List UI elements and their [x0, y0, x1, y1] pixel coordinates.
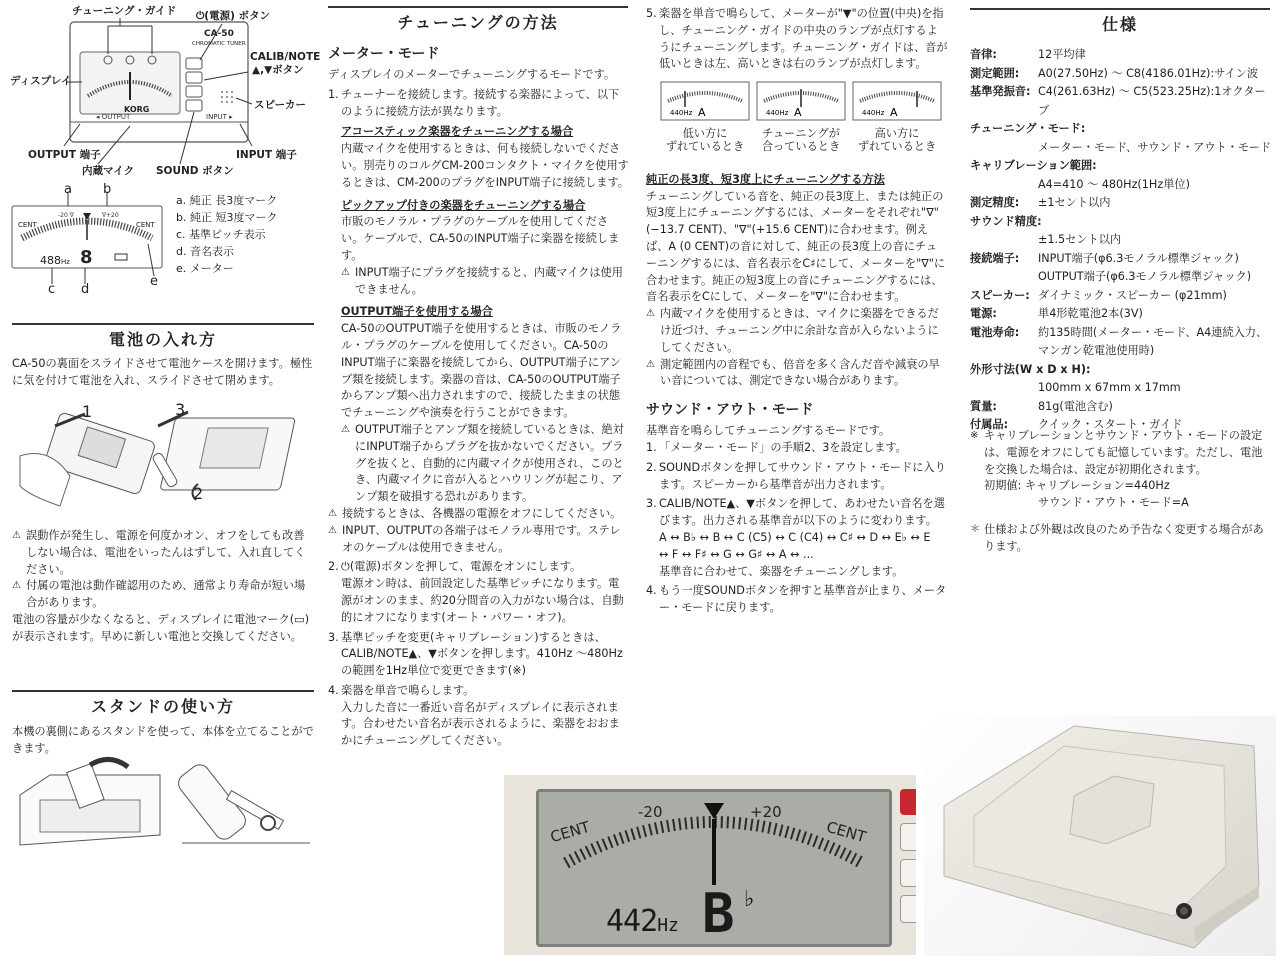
- photo-freq-value: 442: [606, 904, 658, 939]
- lcd-frequency-value: 488: [40, 254, 61, 267]
- photo-cent-right: CENT: [824, 817, 869, 847]
- spec-row: [970, 213, 1272, 232]
- photo-cent-left: CENT: [548, 817, 592, 847]
- warn-power-off: 接続するときは、各機器の電源をオフにしてください。: [342, 506, 622, 520]
- warning-icon: ⚠: [12, 580, 21, 592]
- meter-high-icon: [852, 81, 942, 121]
- meter-mode-heading: メーター・モード: [328, 46, 440, 62]
- svg-text:-20 ∇: -20 ∇: [58, 212, 74, 219]
- lcd-cent-right: CENT: [136, 221, 155, 229]
- spec-row: [970, 194, 1272, 213]
- spec-value: A0(27.50Hz) ～ C8(4186.01Hz):サイン波: [1038, 66, 1259, 80]
- warning-icon: ⚠: [341, 423, 350, 435]
- photo-device-back: [924, 716, 1276, 956]
- tuning-column-2: [646, 6, 948, 620]
- spec-value: ±1.5セント以内: [1038, 233, 1122, 246]
- spec-row: [970, 342, 1272, 361]
- spec-row: [970, 157, 1272, 176]
- stand-text: 本機の裏側にあるスタンドを使って、本体を立てることができます。: [12, 725, 314, 755]
- step-5: 5. 楽器を単音で鳴らして、メーターが"▼"の位置(中央)を指し、チューニング・ガイドの中央のランプが点灯するようにチューニングします。チューニング・ガイドは、音が低いときは左、高いときは右のランプが点灯します。: [646, 7, 948, 71]
- spec-key: 測定範囲:: [970, 66, 1020, 80]
- output-heading: OUTPUT端子を使用する場合: [341, 305, 493, 319]
- svg-text:440Hz: 440Hz: [862, 109, 885, 118]
- power-button: [900, 789, 916, 815]
- svg-text:∇+20: ∇+20: [102, 212, 119, 219]
- svg-text:A: A: [890, 106, 898, 120]
- side-button: [900, 823, 916, 851]
- spec-row: [970, 379, 1272, 398]
- photo-hz: Hz: [657, 915, 679, 936]
- svg-text:INPUT ▸: INPUT ▸: [206, 113, 233, 121]
- spec-key: スピーカー:: [970, 288, 1030, 302]
- note-mark: ＊: [970, 523, 980, 535]
- spec-title: 仕様: [970, 8, 1270, 37]
- pure-note-2: 測定範囲内の音程でも、倍音を多く含んだ音や減衰の早い音については、測定できない場合があります。: [660, 357, 940, 388]
- stand-illustration: [10, 755, 320, 855]
- spec-key: 電池寿命:: [970, 325, 1020, 339]
- warning-icon: ⚠: [646, 308, 655, 320]
- spec-notes: ※ キャリブレーションとサウンド・アウト・モードの設定は、電源をオフにしても記憶しています。ただし、電池を交換した場合は、設定が初期化されます。 初期値: キャリブレーション=440Hz サウンド・アウト・モード=A ＊ 仕様および外観は改良のため予告なく変更する場合があります。: [970, 428, 1272, 556]
- svg-text:440Hz: 440Hz: [670, 109, 693, 118]
- sound-mode-heading: サウンド・アウト・モード: [646, 402, 814, 419]
- side-button: [900, 895, 916, 923]
- step-4: 4. 楽器を単音で鳴らします。 入力した音に一番近い音名がディスプレイに表示されます。合わせたい音名が表示されるように、楽器をおおまかにチューニングしてください。: [328, 683, 620, 748]
- spec-row: [970, 305, 1272, 324]
- warning-icon: ⚠: [328, 524, 337, 536]
- battery-note-1: ⚠ 誤動作が発生し、電源を何度かオン、オフをしても改善しない場合は、電池をいったんはずして、入れ直してください。: [12, 528, 314, 578]
- svg-text:A: A: [794, 106, 802, 120]
- lcd-note-name: 8: [80, 247, 93, 268]
- battery-title: 電池の入れ方: [12, 323, 314, 352]
- label-input: INPUT 端子: [236, 149, 297, 161]
- label-calib-note: CALIB/NOTE: [250, 51, 321, 63]
- spec-key: 基準発振音:: [970, 85, 1031, 98]
- device-model: CA-50: [204, 29, 234, 39]
- warning-icon: ⚠: [646, 358, 655, 370]
- spec-table: [970, 46, 1272, 435]
- label-output: OUTPUT 端子: [28, 149, 101, 161]
- label-power-button: ⏻(電源) ボタン: [196, 10, 271, 22]
- sound-step-2: 2. SOUNDボタンを押してサウンド・アウト・モードに入ります。スピーカーから基準音が出力されます。: [646, 460, 946, 491]
- acoustic-text: 内蔵マイクを使用するときは、何も接続しないでください。別売りのコルグCM-200コンタクト・マイクを使用するときは、CM-200のプラグをINPUT端子に接続します。: [341, 142, 629, 189]
- spec-value: 12平均律: [1038, 48, 1086, 61]
- spec-value: C4(261.63Hz) ～ C5(523.25Hz):1オクターブ: [1038, 85, 1266, 117]
- legend-e: e. メーター: [176, 262, 234, 275]
- photo-side-buttons: [900, 789, 916, 949]
- sound-step-3: 3. CALIB/NOTE▲、▼ボタンを押して、あわせたい音名を選びます。出力される基準音が以下のように変わります。 A ↔ B♭ ↔ B ↔ C (C5) ↔ C (C4) ↔ C♯ ↔ D ↔ E♭ ↔ E ↔ F ↔ F♯ ↔ G ↔ G♯ ↔ A ↔ ... 基準音に合わせて、楽器をチューニングします。: [646, 497, 945, 578]
- photo-minus20: -20: [638, 803, 663, 821]
- spec-row: [970, 65, 1272, 84]
- spec-key: チューニング・モード:: [970, 122, 1086, 135]
- spec-row: [970, 176, 1272, 195]
- label-speaker: スピーカー: [254, 99, 306, 111]
- spec-value: 約135時間(メーター・モード、A4連続入力、: [1038, 325, 1268, 339]
- spec-row: [970, 120, 1272, 139]
- pure-interval-heading: 純正の長3度、短3度上にチューニングする方法: [646, 172, 885, 186]
- pure-interval-text: チューニングしている音を、純正の長3度上、または純正の短3度上にチューニングするには、メーターをそれぞれ"∇"(−13.7 CENT)、"∇"(+15.6 CENT)に合わせます。例えば、A (0 CENT)の音に対して、純正の長3度上の音にチューニングするには、音名表示をC♯にして、メーターを"∇"に合わせます。純正の短3度上の音にチューニングするには、音名表示をCにして、メーターを"∇"に合わせます。: [646, 189, 946, 304]
- spec-value: 単4形乾電池2本(3V): [1038, 307, 1143, 320]
- spec-key: 付属品:: [970, 418, 1009, 431]
- spec-row: [970, 324, 1272, 343]
- step-1: 1. チューナーを接続します。接続する楽器によって、以下のように接続方法が異なります。: [328, 87, 620, 118]
- spec-key: サウンド精度:: [970, 214, 1042, 228]
- step-3: 3. 基準ピッチを変更(キャリブレーション)するときは、CALIB/NOTE▲、▼ボタンを押します。410Hz ～480Hzの範囲を1Hz単位で変更できます(※): [328, 630, 623, 678]
- display-legend: [176, 192, 277, 277]
- spec-value: マンガン乾電池使用時): [1038, 344, 1155, 357]
- warning-icon: ⚠: [12, 530, 21, 541]
- spec-value: 81g(電池含む): [1038, 399, 1113, 413]
- battery-step-2: 2: [193, 484, 204, 503]
- spec-value: 100mm x 67mm x 17mm: [1038, 381, 1181, 394]
- warning-icon: ⚠: [328, 507, 337, 519]
- photo-frequency: [606, 899, 679, 944]
- spec-key: 質量:: [970, 399, 997, 413]
- spec-value: OUTPUT端子(φ6.3モノラル標準ジャック): [1038, 270, 1252, 283]
- warn-mono: INPUT、OUTPUTの各端子はモノラル専用です。ステレオのケーブルは使用できません。: [342, 523, 621, 554]
- spec-row: [970, 83, 1272, 120]
- spec-value: INPUT端子(φ6.3モノラル標準ジャック): [1038, 251, 1239, 265]
- side-button: [900, 859, 916, 887]
- legend-b: b. 純正 短3度マーク: [176, 211, 278, 224]
- sound-step-1: 1. 「メーター・モード」の手順2、3を設定します。: [646, 441, 907, 455]
- pure-note-1: 内蔵マイクを使用するときは、マイクに楽器をできるだけ近づけ、チューニング中に余計な音が入らないようにしてください。: [660, 307, 939, 354]
- spec-row: [970, 139, 1272, 158]
- pickup-heading: ピックアップ付きの楽器をチューニングする場合: [341, 198, 586, 212]
- battery-step-3: 3: [175, 400, 186, 419]
- device-model-sub: CHROMATIC TUNER: [192, 41, 246, 47]
- lcd-cent-left: CENT: [18, 221, 37, 229]
- spec-row: [970, 231, 1272, 250]
- meter-example-tuned: 440Hz A チューニングが 合っているとき: [756, 81, 846, 154]
- spec-row: [970, 287, 1272, 306]
- svg-text:◂ OUTPUT: ◂ OUTPUT: [96, 113, 131, 121]
- output-text: CA-50のOUTPUT端子を使用するときは、市販のモノラル・プラグのケーブルを使用してください。CA-50のINPUT端子に楽器を接続してから、OUTPUT端子にアンプ類を接続します。楽器の音は、CA-50のOUTPUT端子からアンプ類へ出力されますので、接続したままの状態でチューニングや演奏を行うことができます。: [341, 322, 622, 420]
- legend-d: d. 音名表示: [176, 245, 234, 258]
- meter-example-high: 440Hz A 高い方に ずれているとき: [852, 81, 942, 154]
- marker-d: d: [81, 282, 90, 297]
- sound-step-4: 4. もう一度SOUNDボタンを押すと基準音が止まり、メーター・モードに戻ります。: [646, 584, 947, 615]
- lcd-frequency: [40, 253, 70, 270]
- spec-row: [970, 46, 1272, 65]
- meter-example-low: 440Hz A 低い方に ずれているとき: [660, 81, 750, 154]
- spec-row: [970, 398, 1272, 417]
- pickup-note: INPUT端子にプラグを接続すると、内蔵マイクは使用できません。: [355, 265, 623, 296]
- photo-lcd-closeup: [504, 775, 916, 955]
- display-diagram: [0, 182, 320, 297]
- spec-value: A4=410 ～ 480Hz(1Hz単位): [1038, 177, 1190, 191]
- marker-c: c: [48, 282, 56, 297]
- device-diagram: [0, 0, 320, 190]
- legend-c: c. 基準ピッチ表示: [176, 228, 266, 241]
- spec-row: [970, 250, 1272, 269]
- meter-mode-intro: ディスプレイのメーターでチューニングするモードです。: [328, 68, 616, 81]
- label-tuning-guide: チューニング・ガイド: [72, 5, 177, 17]
- spec-key: 接続端子:: [970, 251, 1020, 265]
- output-note: OUTPUT端子とアンプ類を接続しているときは、絶対にINPUT端子からプラグを抜かないでください。プラグを抜くと、自動的に内蔵マイクが使用され、このとき、内蔵マイクに音が入るとハウリングが起こり、アンプ類を破損する恐れがあります。: [355, 422, 624, 504]
- device-back-illustration: [924, 716, 1276, 956]
- marker-b: b: [103, 182, 112, 197]
- spec-value: クイック・スタート・ガイド: [1038, 418, 1183, 431]
- battery-intro: CA-50の裏面をスライドさせて電池ケースを開けます。極性に気を付けて電池を入れ、スライドさせて閉めます。: [12, 357, 313, 387]
- warning-icon: ⚠: [341, 266, 350, 278]
- battery-note-2: ⚠ 付属の電池は動作確認用のため、通常より寿命が短い場合があります。: [12, 578, 314, 612]
- svg-text:A: A: [698, 106, 706, 120]
- spec-key: 測定精度:: [970, 196, 1020, 209]
- acoustic-heading: アコースティック楽器をチューニングする場合: [341, 125, 574, 139]
- pickup-text: 市販のモノラル・プラグのケーブルを使用してください。ケーブルで、CA-50のINPUT端子に楽器を接続します。: [341, 215, 620, 262]
- marker-e: e: [150, 274, 158, 289]
- photo-note-name: B: [702, 882, 735, 945]
- battery-illustration: [10, 396, 320, 518]
- label-display: ディスプレイ: [10, 75, 72, 87]
- label-mic: 内蔵マイク: [82, 165, 135, 177]
- svg-text:440Hz: 440Hz: [766, 109, 789, 118]
- spec-key: キャリブレーション範囲:: [970, 159, 1097, 172]
- label-calib-note-sub: ▲,▼ボタン: [252, 64, 304, 76]
- photo-plus20: +20: [750, 803, 782, 821]
- lcd-frequency-unit: Hz: [61, 258, 70, 266]
- spec-value: ±1セント以内: [1038, 196, 1111, 209]
- meter-examples: [660, 81, 948, 154]
- meter-low-icon: [660, 81, 750, 121]
- spec-row: [970, 361, 1272, 380]
- spec-value: メーター・モード、サウンド・アウト・モード: [1038, 140, 1272, 154]
- note-mark: ※: [970, 430, 979, 441]
- spec-key: 外形寸法(W x D x H):: [970, 362, 1091, 376]
- tuning-column-1: [328, 38, 630, 753]
- meter-tuned-icon: [756, 81, 846, 121]
- spec-row: [970, 268, 1272, 287]
- tuning-title: チューニングの方法: [328, 6, 628, 35]
- spec-value: ダイナミック・スピーカー (φ21mm): [1038, 288, 1227, 302]
- stand-title: スタンドの使い方: [12, 690, 314, 719]
- spec-key: 音律:: [970, 48, 997, 61]
- spec-key: 電源:: [970, 307, 997, 320]
- label-sound: SOUND ボタン: [156, 165, 234, 177]
- photo-flat: ♭: [744, 887, 755, 912]
- device-brand: KORG: [124, 105, 150, 114]
- legend-a: a. 純正 長3度マーク: [176, 194, 278, 207]
- battery-step-1: 1: [82, 402, 93, 421]
- step-2: 2. ⏻(電源)ボタンを押して、電源をオンにします。 電源オン時は、前回設定した基準ピッチになります。電源がオンのまま、約20分間音の入力がない場合は、自動的にオフになります(オート・パワー・オフ)。: [328, 560, 624, 624]
- marker-a: a: [64, 182, 72, 197]
- battery-low-text: 電池の容量が少なくなると、ディスプレイに電池マーク(▭)が表示されます。早めに新しい電池と交換してください。: [12, 612, 310, 643]
- sound-mode-intro: 基準音を鳴らしてチューニングするモードです。: [646, 424, 891, 438]
- battery-notes: [12, 528, 314, 646]
